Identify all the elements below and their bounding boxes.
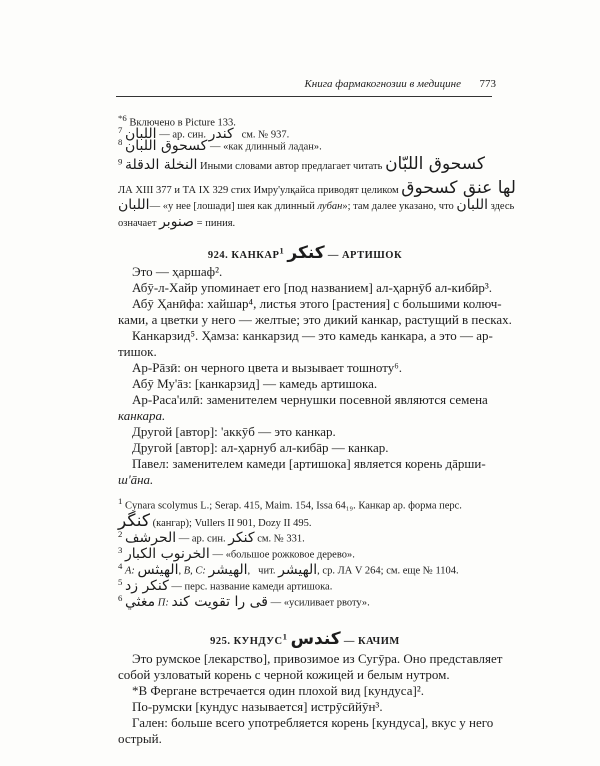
entry-924-heading: 924. КАНКАР$^1$ كنكر — АРТИШОК [207,243,403,263]
entry-924-line: Это — ҳаршаф². [132,264,223,279]
entry-925-line: собой узловатый корень с черной кожицей и белым нутром. [118,667,450,682]
footnote-9: $^9$ النخلة الدقلة Иными словами автор предлагает читать كسحوق اللبّان [118,154,485,174]
running-header [116,74,496,97]
footnote-924-6: $^6$ مغثي П: قی را تقویت کند — «усиливает рвоту». [118,593,370,610]
footnote-9-line-3: اللبان— «у нее [лошади] шея как длинный лубан»; там далее указано, что اللبان здесь [118,197,515,213]
footnote-8: $^8$ كسحوق اللبان — «как длинный ладан». [118,137,322,154]
footnote-9-line-2: ЛА XIII 377 и ТА IX 329 стих Имру'улқайса приводят целиком لها عنق كسحوق [118,178,516,198]
entry-924-line: Павел: заменителем камеди [артишока] является корень дāрши- [132,456,486,471]
entry-925-line: Это румское [лекарство], привозимое из Сугӯра. Оно представляет [132,651,503,666]
entry-924-line: тишок. [118,344,157,359]
entry-925-line: острый. [118,731,162,746]
entry-925-line: *В Фергане встречается один плохой вид [кундуса]². [132,683,424,698]
entry-924-line: ками, а цветки у него — желтые; это дикий канкар, растущий в песках. [118,312,512,327]
entry-924-line: Абӯ Му'āз: [канкарзид] — камедь артишока. [132,376,378,391]
footnote-9-line-4: означает صنوبر = пиния. [118,214,236,230]
footnote-924-5: $^5$ كنكر زد — перс. название камеди артишока. [118,577,333,594]
footnote-924-2: $^2$ الحرشف — ар. син. كنكر см. № 331. [118,529,305,546]
page-number: 773 [479,78,496,90]
entry-924-line: Абӯ-л-Хайр упоминает его [под названием] ал-ҳарнӯб ал-кибӣр³. [132,280,493,295]
entry-924-line: Абӯ Ҳанӣфа: хайшар⁴, листья этого [растения] с большими колюч- [132,296,502,311]
running-title: Книга фармакогнозии в медицине [304,78,461,90]
entry-924-line: Канкарзид⁵. Ҳамза: канкарзид — это камедь канкара, а это — ар- [132,328,493,343]
footnote-924-1: $^1$ Cynara scolymus L.; Serap. 415, Maim. 154, Issa 64₁₉. Канкар ар. форма перс. [118,496,462,512]
entry-925-line: По-румски [кундус называется] истрӯсӣйӯн³. [132,699,383,714]
footnote-924-4: $^4$ A: الهيثس, B, C: الهيشر, чит. الهيشر, ср. ЛА V 264; см. еще № 1104. [118,561,459,578]
entry-924-line: ш'āна. [118,472,154,487]
entry-924-line: Другой [автор]: 'аккӯб — это канкар. [132,424,336,439]
entry-924-line: Ар-Раса'илӣ: заменителем чернушки посевной являются семена [132,392,488,407]
footnote-924-1-line-2: كنگر (кангар); Vullers II 901, Dozy II 495. [118,511,312,531]
entry-925-heading: 925. КУНДУС$^1$ كندس — КАЧИМ [210,629,400,649]
footnote-924-3: $^3$ الخرنوب الكبار — «большое рожковое дерево». [118,545,355,562]
entry-925-line: Гален: больше всего употребляется корень [кундуса], вкус у него [132,715,494,730]
entry-924-line: канкара. [118,408,166,423]
entry-924-line: Ар-Рāзӣ: он черного цвета и вызывает тошноту⁶. [132,360,403,375]
footnote-7: $^7$ اللبان — ар. син. كندر см. № 937. [118,125,290,142]
entry-924-line: Другой [автор]: ал-ҳарнуб ал-кибāр — канкар. [132,440,389,455]
footnote-6: $^{*6}$ Включено в Picture 133. [118,113,236,129]
